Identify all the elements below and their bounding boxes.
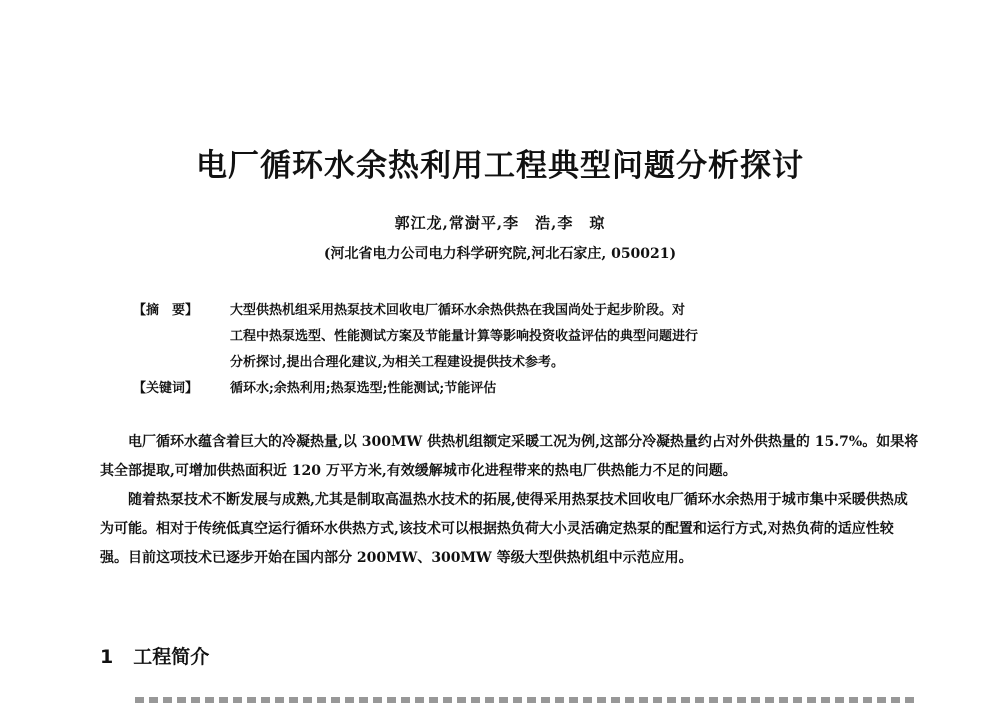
abstract-line: 分析探讨,提出合理化建议,为相关工程建设提供技术参考。 <box>230 355 565 370</box>
abstract-text <box>230 298 893 376</box>
keywords-text: 循环水;余热利用;热泵选型;性能测试;节能评估 <box>230 381 497 396</box>
abstract-block <box>133 298 893 402</box>
author-list: 郭江龙,常澍平,李 浩,李 琼 <box>394 214 606 232</box>
keywords-label: 【关键词】 <box>133 381 199 396</box>
keywords-row <box>133 376 893 402</box>
abstract-line: 工程中热泵选型、性能测试方案及节能量计算等影响投资收益评估的典型问题进行 <box>230 329 699 344</box>
section-number: 1 <box>100 646 114 668</box>
abstract-label: 【摘 要】 <box>133 303 199 318</box>
paper-title: 电厂循环水余热利用工程典型问题分析探讨 <box>196 148 804 184</box>
cutoff-text-line <box>135 693 915 707</box>
section-heading <box>100 642 209 669</box>
body-paragraph: 随着热泵技术不断发展与成熟,尤其是制取高温热水技术的拓展,使得采用热泵技术回收电厂循环水余热用于城市集中采暖供热成为可能。相对于传统低真空运行循环水供热方式,该技术可以根据热负荷大小灵活确定热泵的配置和运行方式,对热负荷的适应性较强。目前这项技术已逐步开始在国内部分 200MW、300MW 等级大型供热机组中示范应用。 <box>100 492 908 566</box>
affiliation: (河北省电力公司电力科学研究院,河北石家庄, 050021) <box>323 246 677 262</box>
abstract-row <box>133 298 893 376</box>
body-text <box>100 428 920 573</box>
abstract-line: 大型供热机组采用热泵技术回收电厂循环水余热供热在我国尚处于起步阶段。对 <box>230 303 686 318</box>
section-title: 工程简介 <box>133 646 210 668</box>
body-paragraph: 电厂循环水蕴含着巨大的冷凝热量,以 300MW 供热机组额定采暖工况为例,这部分冷凝热量约占对外供热量的 15.7%。如果将其全部提取,可增加供热面积近 120 万平方米,有效缓解城市化进程带来的热电厂供热能力不足的问题。 <box>100 434 919 479</box>
